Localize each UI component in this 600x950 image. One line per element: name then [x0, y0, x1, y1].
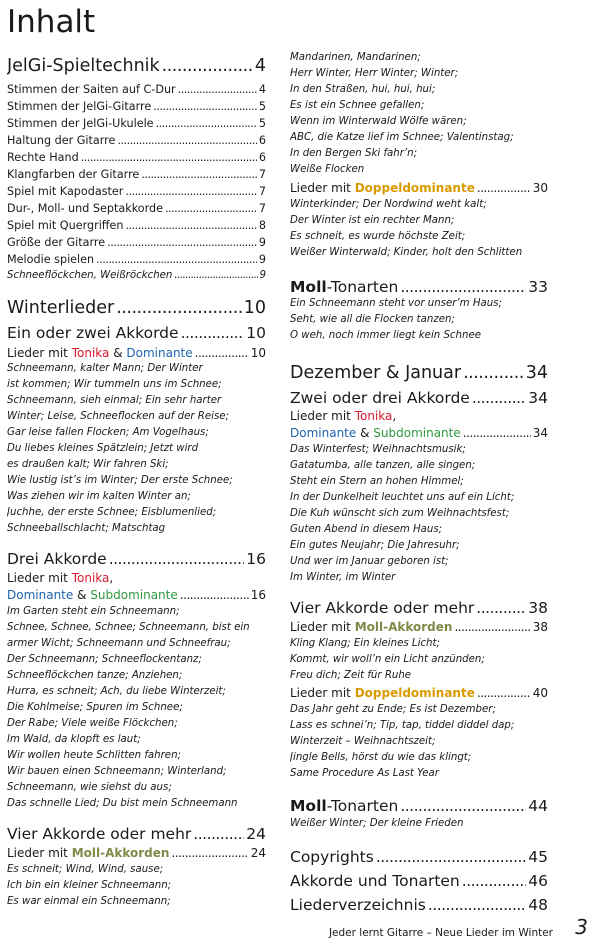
toc-entry — [7, 83, 266, 96]
toc-page-number: 16 — [250, 588, 266, 602]
song-list-line — [7, 798, 266, 809]
song-list-line — [7, 864, 266, 875]
song-titles: Seht, wie all die Flocken tanzen; — [290, 314, 455, 325]
toc-page-number: 44 — [528, 797, 548, 815]
song-titles: In den Bergen Ski fahr’n; — [290, 148, 418, 159]
label-text: -Tonarten — [326, 797, 399, 815]
toc-entry — [7, 100, 266, 113]
song-list-line — [7, 686, 266, 697]
highlight-subdominante: Subdominante — [90, 588, 178, 602]
toc-entry — [290, 181, 548, 195]
song-titles: In den Straßen, hui, hui, hui; — [290, 84, 436, 95]
toc-entry-label — [290, 797, 398, 815]
song-titles: Gar leise fallen Flocken; Am Vogelhaus; — [7, 427, 209, 438]
song-list-line — [7, 622, 266, 633]
toc-page-number: 6 — [258, 151, 266, 164]
toc-entry — [7, 202, 266, 215]
toc-entry — [290, 389, 548, 407]
song-list-line — [290, 68, 548, 79]
dot-leader — [462, 872, 527, 890]
song-titles: Winterkinder; Der Nordwind weht kalt; — [290, 199, 487, 210]
song-list-line — [7, 427, 266, 438]
dot-leader — [174, 270, 257, 281]
toc-entry-label — [290, 686, 475, 700]
song-titles — [7, 571, 113, 585]
song-titles: Der Schneemann; Schneeflockentanz; — [7, 654, 202, 665]
toc-entry-label: Winterlieder — [7, 298, 115, 318]
toc-entry-label — [7, 346, 193, 360]
song-list-line — [290, 330, 548, 341]
dot-leader — [156, 117, 257, 130]
dot-leader — [477, 181, 531, 195]
toc-entry-label: Spiel mit Quergriffen — [7, 219, 124, 232]
toc-page-number: 33 — [528, 278, 548, 296]
song-list-line — [290, 84, 548, 95]
toc-entry-label: Stimmen der JelGi-Gitarre — [7, 100, 152, 113]
toc-page-number: 9 — [259, 270, 266, 281]
toc-page-number: 48 — [528, 896, 548, 914]
song-titles: Der Winter ist ein rechter Mann; — [290, 215, 455, 226]
toc-page-number: 34 — [532, 426, 548, 440]
song-list-line — [290, 100, 548, 111]
song-titles: Es ist ein Schnee gefallen; — [290, 100, 425, 111]
toc-entry-label: Spiel mit Kapodaster — [7, 185, 124, 198]
song-titles: Ein gutes Neujahr; Die Jahresuhr; — [290, 540, 460, 551]
toc-entry — [7, 134, 266, 147]
dot-leader — [117, 134, 256, 147]
toc-page-number: 24 — [250, 846, 266, 860]
toc-page-number: 8 — [258, 219, 266, 232]
song-list-line — [7, 507, 266, 518]
label-text: & — [73, 588, 91, 602]
toc-page-number: 10 — [243, 298, 266, 318]
dot-leader — [171, 846, 248, 860]
toc-entry — [7, 825, 266, 843]
dot-leader — [463, 426, 531, 440]
song-titles: Die Kuh wünscht sich zum Weihnachtsfest; — [290, 508, 510, 519]
dot-leader — [96, 253, 257, 266]
toc-page-number: 6 — [258, 134, 266, 147]
song-titles: Im Garten steht ein Schneemann; — [7, 606, 180, 617]
label-text: Lieder mit — [290, 409, 355, 423]
dot-leader — [400, 278, 526, 296]
toc-entry-label: Größe der Gitarre — [7, 236, 106, 249]
toc-entry-label: Copyrights — [290, 848, 374, 866]
toc-entry-label: Stimmen der JelGi-Ukulele — [7, 117, 154, 130]
dot-leader — [428, 896, 526, 914]
song-list-line — [290, 818, 548, 829]
toc-entry-label: Vier Akkorde oder mehr — [7, 825, 192, 843]
song-titles: Was ziehen wir im kalten Winter an; — [7, 491, 191, 502]
dot-leader — [477, 686, 531, 700]
toc-entry-label: Dezember & Januar — [290, 363, 462, 383]
song-titles: Und wer im Januar geboren ist; — [290, 556, 449, 567]
song-titles: Die Kohlmeise; Spuren im Schnee; — [7, 702, 183, 713]
label-text: Lieder mit — [290, 181, 355, 195]
song-list-line — [7, 638, 266, 649]
song-titles: Kommt, wir woll’n ein Licht anzünden; — [290, 654, 485, 665]
song-list-line — [290, 52, 548, 63]
song-titles: Jingle Bells, hörst du wie das klingt; — [290, 752, 472, 763]
toc-entry-label — [290, 278, 398, 296]
highlight-tonika: Tonika — [354, 409, 393, 423]
toc-page-number: 38 — [532, 620, 548, 634]
toc-entry — [7, 168, 266, 181]
song-titles: Juchhe, der erste Schnee; Eisblumenlied; — [7, 507, 217, 518]
song-list-line — [290, 572, 548, 583]
dot-leader — [195, 346, 249, 360]
song-titles: Weißer Winterwald; Kinder, holt den Schlitten — [290, 247, 523, 258]
highlight-doppeldominante: Doppeldominante — [354, 686, 475, 700]
song-list-line — [7, 670, 266, 681]
toc-entry — [290, 797, 548, 815]
song-list-line — [290, 752, 548, 763]
song-titles: Im Winter, im Winter — [290, 572, 396, 583]
dot-leader — [165, 202, 257, 215]
song-list-line — [7, 734, 266, 745]
dot-leader — [454, 620, 530, 634]
song-titles: Kling Klang; Ein kleines Licht; — [290, 638, 440, 649]
toc-entry — [7, 117, 266, 130]
toc-entry-label: Drei Akkorde — [7, 550, 107, 568]
song-list-line — [7, 750, 266, 761]
song-titles: Schneemann, wie siehst du aus; — [7, 782, 172, 793]
song-list-line — [7, 523, 266, 534]
song-list-line — [7, 718, 266, 729]
song-list-line — [290, 460, 548, 471]
label-text: Lieder mit — [7, 846, 72, 860]
toc-entry — [290, 620, 548, 634]
song-titles: Guten Abend in diesem Haus; — [290, 524, 443, 535]
song-titles: Im Wald, da klopft es laut; — [7, 734, 141, 745]
toc-entry-label: Rechte Hand — [7, 151, 79, 164]
toc-entry-label: JelGi-Spieltechnik — [7, 56, 160, 76]
toc-page-number: 7 — [258, 202, 266, 215]
toc-page-number: 7 — [258, 185, 266, 198]
toc-page-number: 30 — [532, 181, 548, 195]
toc-entry — [290, 872, 548, 890]
label-text: , — [109, 571, 114, 585]
dot-leader — [116, 298, 241, 318]
toc-entry — [7, 219, 266, 232]
toc-entry — [7, 550, 266, 568]
toc-entry — [290, 599, 548, 617]
song-titles: Schneeflöckchen tanze; Anziehen; — [7, 670, 183, 681]
toc-entry-label: Vier Akkorde oder mehr — [290, 599, 475, 617]
toc-page-number: 5 — [258, 117, 266, 130]
label-text: Lieder mit — [7, 346, 72, 360]
song-list-line — [7, 395, 266, 406]
toc-page-number: 40 — [532, 686, 548, 700]
highlight-dominante: Dominante — [126, 346, 193, 360]
label-text: Moll — [290, 797, 327, 815]
toc-entry-label — [290, 426, 461, 440]
song-list-line — [290, 298, 548, 309]
song-list-line — [290, 508, 548, 519]
song-titles: O weh, noch immer liegt kein Schnee — [290, 330, 481, 341]
song-titles: Same Procedure As Last Year — [290, 768, 439, 779]
song-titles: Ich bin ein kleiner Schneemann; — [7, 880, 172, 891]
song-titles: Es schneit; Wind, Wind, sause; — [7, 864, 164, 875]
song-list-line — [290, 132, 548, 143]
song-list-line — [7, 606, 266, 617]
song-titles: In der Dunkelheit leuchtet uns auf ein Licht; — [290, 492, 515, 503]
song-list-line — [7, 475, 266, 486]
song-titles: Winter; Leise, Schneeflocken auf der Reise; — [7, 411, 229, 422]
song-list-line — [290, 492, 548, 503]
song-list-line — [290, 540, 548, 551]
song-titles: es draußen kalt; Wir fahren Ski; — [7, 459, 169, 470]
song-titles: Schneemann, kalter Mann; Der Winter — [7, 363, 203, 374]
toc-entry-label: Melodie spielen — [7, 253, 95, 266]
song-titles: Das schnelle Lied; Du bist mein Schneemann — [7, 798, 238, 809]
toc-page-number: 10 — [250, 346, 266, 360]
song-list-line — [290, 768, 548, 779]
toc-entry — [7, 346, 266, 360]
song-list-line — [7, 766, 266, 777]
dot-leader — [180, 588, 249, 602]
song-list-line — [7, 411, 266, 422]
toc-page-number: 7 — [258, 168, 266, 181]
dot-leader — [109, 550, 245, 568]
song-titles: Steht ein Stern an hohen Himmel; — [290, 476, 464, 487]
song-list-line — [290, 215, 548, 226]
label-text: , — [392, 409, 397, 423]
song-list-line — [7, 443, 266, 454]
toc-entry-label — [7, 588, 178, 602]
toc-page-number: 34 — [525, 363, 548, 383]
toc-entry-label: Zwei oder drei Akkorde — [290, 389, 470, 407]
toc-page-number: 46 — [528, 872, 548, 890]
label-text: Lieder mit — [290, 686, 355, 700]
toc-entry — [7, 236, 266, 249]
song-titles: Weißer Winter; Der kleine Frieden — [290, 818, 464, 829]
highlight-doppeldominante: Doppeldominante — [354, 181, 475, 195]
toc-entry — [7, 253, 266, 266]
toc-entry-label — [290, 181, 475, 195]
toc-page-number: 34 — [528, 389, 548, 407]
toc-entry-label: Klangfarben der Gitarre — [7, 168, 140, 181]
song-titles: Es war einmal ein Schneemann; — [7, 896, 171, 907]
label-text: & — [109, 346, 127, 360]
toc-page-number: 24 — [246, 825, 266, 843]
song-titles: Mandarinen, Mandarinen; — [290, 52, 421, 63]
toc-page-number: 16 — [246, 550, 266, 568]
toc-entry — [290, 363, 548, 383]
toc-entry — [7, 56, 266, 76]
toc-page-number: 10 — [246, 324, 266, 342]
toc-entry — [7, 185, 266, 198]
toc-page-number: 9 — [258, 253, 266, 266]
toc-page-number: 45 — [528, 848, 548, 866]
highlight-tonika: Tonika — [71, 346, 110, 360]
song-titles: Lass es schnei’n; Tip, tap, tiddel diddel dap; — [290, 720, 515, 731]
song-list-line — [7, 782, 266, 793]
dot-leader — [125, 219, 256, 232]
song-list-line — [7, 702, 266, 713]
highlight-moll: Moll-Akkorden — [354, 620, 453, 634]
song-list-line — [7, 896, 266, 907]
song-titles: Weiße Flocken — [290, 164, 365, 175]
song-titles — [290, 409, 396, 423]
song-list-line — [7, 571, 266, 585]
song-list-line — [7, 363, 266, 374]
dot-leader — [193, 825, 244, 843]
song-list-line — [290, 476, 548, 487]
toc-entry — [7, 298, 266, 318]
song-titles: Schneeballschlacht; Matschtag — [7, 523, 166, 534]
label-text: -Tonarten — [326, 278, 399, 296]
song-titles: Das Jahr geht zu Ende; Es ist Dezember; — [290, 704, 496, 715]
dot-leader — [81, 151, 257, 164]
page-footer: Jeder lernt Gitarre – Neue Lieder im Winter — [328, 927, 553, 939]
song-list-line — [290, 720, 548, 731]
song-titles: Ein Schneemann steht vor unser’m Haus; — [290, 298, 502, 309]
song-titles: Herr Winter, Herr Winter; Winter; — [290, 68, 459, 79]
toc-entry — [290, 848, 548, 866]
dot-leader — [376, 848, 526, 866]
song-titles: Wir wollen heute Schlitten fahren; — [7, 750, 181, 761]
song-list-line — [290, 670, 548, 681]
song-list-line — [290, 444, 548, 455]
toc-page-number: 9 — [258, 236, 266, 249]
song-titles: Es schneit, es wurde höchste Zeit; — [290, 231, 466, 242]
label-text: Lieder mit — [290, 620, 355, 634]
toc-entry-label: Dur-, Moll- und Septakkorde — [7, 202, 164, 215]
song-titles: Das Winterfest; Weihnachtsmusik; — [290, 444, 466, 455]
dot-leader — [463, 363, 524, 383]
song-list-line — [290, 148, 548, 159]
toc-entry — [290, 426, 548, 440]
song-list-line — [290, 638, 548, 649]
song-titles: Wenn im Winterwald Wölfe wären; — [290, 116, 467, 127]
song-titles: Freu dich; Zeit für Ruhe — [290, 670, 412, 681]
label-text: Moll — [290, 278, 327, 296]
song-list-line — [290, 164, 548, 175]
highlight-subdominante: Subdominante — [373, 426, 461, 440]
toc-entry-label — [7, 846, 169, 860]
dot-leader — [153, 100, 257, 113]
song-titles: Gatatumba, alle tanzen, alle singen; — [290, 460, 476, 471]
toc-page-number: 4 — [254, 56, 266, 76]
toc-entry-label: Stimmen der Saiten auf C-Dur — [7, 83, 176, 96]
song-list-line — [290, 524, 548, 535]
dot-leader — [125, 185, 256, 198]
song-list-line — [290, 556, 548, 567]
toc-entry-label: Haltung der Gitarre — [7, 134, 116, 147]
page-number: 3 — [575, 915, 588, 939]
song-titles: Hurra, es schneit; Ach, du liebe Winterzeit; — [7, 686, 226, 697]
label-text: Lieder mit — [7, 571, 72, 585]
song-list-line — [290, 736, 548, 747]
toc-entry — [7, 588, 266, 602]
dot-leader — [476, 599, 526, 617]
dot-leader — [162, 56, 253, 76]
dot-leader — [141, 168, 257, 181]
song-titles: ist kommen; Wir tummeln uns im Schnee; — [7, 379, 222, 390]
toc-entry-label: Akkorde und Tonarten — [290, 872, 460, 890]
song-list-line — [290, 314, 548, 325]
toc-entry — [290, 896, 548, 914]
dot-leader — [400, 797, 526, 815]
toc-page-number: 5 — [258, 100, 266, 113]
dot-leader — [181, 324, 245, 342]
toc-entry-label — [290, 620, 452, 634]
song-titles: Der Rabe; Viele weiße Flöckchen; — [7, 718, 178, 729]
song-list-line — [290, 199, 548, 210]
toc-entry-label: Liederverzeichnis — [290, 896, 426, 914]
song-titles: Schnee, Schnee, Schnee; Schneemann, bist ein — [7, 622, 250, 633]
song-list-line — [290, 654, 548, 665]
highlight-tonika: Tonika — [71, 571, 110, 585]
song-titles: Wie lustig ist’s im Winter; Der erste Schnee; — [7, 475, 233, 486]
highlight-dominante: Dominante — [290, 426, 357, 440]
song-titles: Winterzeit – Weihnachtszeit; — [290, 736, 436, 747]
toc-entry-label: Schneeflöckchen, Weißröckchen — [7, 270, 173, 281]
song-list-line — [290, 231, 548, 242]
page-title: Inhalt — [7, 4, 96, 40]
song-list-line — [290, 247, 548, 258]
toc-entry — [7, 324, 266, 342]
dot-leader — [107, 236, 257, 249]
song-titles: Schneemann, sieh einmal; Ein sehr harter — [7, 395, 222, 406]
song-list-line — [7, 880, 266, 891]
song-list-line — [7, 459, 266, 470]
toc-entry — [290, 278, 548, 296]
song-list-line — [290, 704, 548, 715]
label-text: & — [356, 426, 374, 440]
song-list-line — [290, 116, 548, 127]
dot-leader — [178, 83, 257, 96]
dot-leader — [472, 389, 526, 407]
toc-entry — [7, 151, 266, 164]
song-list-line — [290, 409, 548, 423]
song-titles: armer Wicht; Schneemann und Schneefrau; — [7, 638, 231, 649]
song-titles: Wir bauen einen Schneemann; Winterland; — [7, 766, 227, 777]
song-list-line — [7, 654, 266, 665]
toc-entry — [290, 686, 548, 700]
highlight-dominante: Dominante — [7, 588, 74, 602]
toc-entry — [7, 846, 266, 860]
song-list-line — [7, 491, 266, 502]
toc-page-number: 4 — [258, 83, 266, 96]
highlight-moll: Moll-Akkorden — [71, 846, 170, 860]
toc-entry — [7, 270, 266, 281]
song-list-line — [7, 379, 266, 390]
toc-page-number: 38 — [528, 599, 548, 617]
toc-entry-label: Ein oder zwei Akkorde — [7, 324, 179, 342]
song-titles: Du liebes kleines Spätzlein; Jetzt wird — [7, 443, 199, 454]
song-titles: ABC, die Katze lief im Schnee; Valentinstag; — [290, 132, 514, 143]
